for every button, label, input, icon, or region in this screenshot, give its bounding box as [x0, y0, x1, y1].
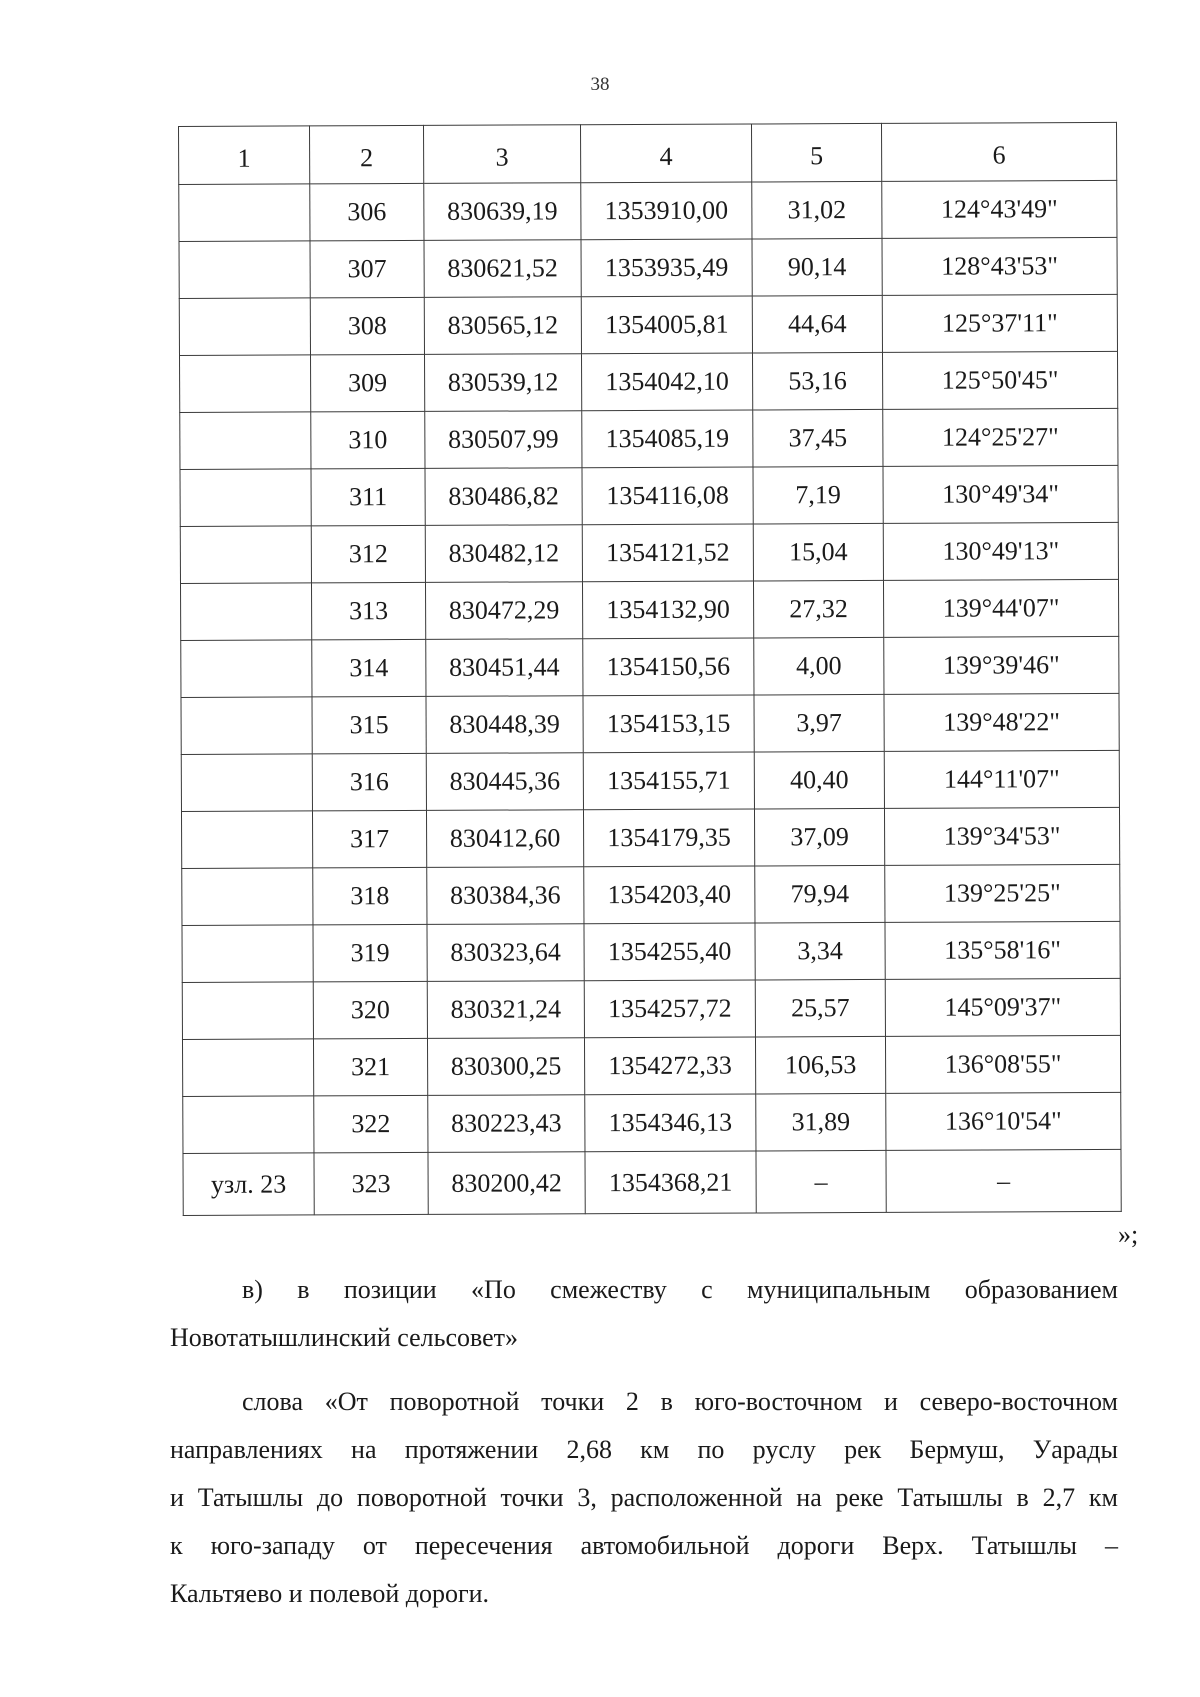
- direction-angle-cell: –: [886, 1149, 1121, 1212]
- x-coordinate-cell: 830472,29: [425, 582, 582, 640]
- zone-cell: [181, 811, 312, 869]
- y-coordinate-cell: 1354272,33: [584, 1037, 755, 1095]
- y-coordinate-cell: 1354116,08: [582, 467, 753, 525]
- x-coordinate-cell: 830639,19: [424, 183, 581, 241]
- table-row: [182, 864, 1120, 925]
- table-row: [179, 294, 1117, 355]
- zone-cell: [181, 754, 312, 812]
- distance-cell: 53,16: [752, 352, 882, 410]
- column-number-header: 3: [423, 125, 580, 184]
- x-coordinate-cell: 830223,43: [428, 1095, 585, 1153]
- direction-angle-cell: 144°11'07": [884, 750, 1119, 808]
- direction-angle-cell: 125°50'45": [882, 351, 1117, 409]
- y-coordinate-cell: 1353935,49: [581, 239, 752, 297]
- table-row: [182, 978, 1120, 1039]
- point-number-cell: 319: [313, 924, 427, 981]
- column-number-header: 2: [310, 125, 424, 183]
- position-heading-paragraph: [170, 1266, 1118, 1362]
- point-number-cell: 323: [314, 1152, 428, 1214]
- table-row: [179, 237, 1117, 298]
- column-number-header: 5: [751, 123, 881, 182]
- distance-cell: 44,64: [752, 295, 882, 353]
- direction-angle-cell: 139°48'22": [884, 693, 1119, 751]
- distance-cell: 15,04: [753, 523, 883, 581]
- zone-cell: [183, 1096, 314, 1154]
- y-coordinate-cell: 1353910,00: [581, 182, 752, 240]
- x-coordinate-cell: 830300,25: [427, 1038, 584, 1096]
- table-row: [180, 351, 1118, 412]
- zone-cell: [182, 925, 313, 983]
- y-coordinate-cell: 1354085,19: [582, 410, 753, 468]
- table-row: [179, 180, 1117, 241]
- table-row: [181, 693, 1119, 754]
- table-row: [181, 750, 1119, 811]
- direction-angle-cell: 135°58'16": [885, 921, 1120, 979]
- direction-angle-cell: 136°10'54": [886, 1092, 1121, 1150]
- text-line: Новотатышлинский сельсовет»: [170, 1323, 519, 1352]
- direction-angle-cell: 128°43'53": [882, 237, 1117, 295]
- distance-cell: 79,94: [755, 865, 885, 923]
- table-row: [183, 1149, 1121, 1215]
- zone-cell: [179, 184, 310, 242]
- direction-angle-cell: 139°44'07": [883, 579, 1118, 637]
- distance-cell: 31,02: [752, 181, 882, 239]
- distance-cell: 4,00: [754, 637, 884, 695]
- x-coordinate-cell: 830321,24: [427, 981, 584, 1039]
- y-coordinate-cell: 1354368,21: [585, 1151, 756, 1214]
- y-coordinate-cell: 1354042,10: [581, 353, 752, 411]
- x-coordinate-cell: 830565,12: [424, 297, 581, 355]
- zone-cell: [182, 1039, 313, 1097]
- x-coordinate-cell: 830412,60: [426, 810, 583, 868]
- y-coordinate-cell: 1354153,15: [583, 695, 754, 753]
- point-number-cell: 316: [312, 753, 426, 810]
- point-number-cell: 320: [313, 981, 427, 1038]
- zone-cell: [180, 583, 311, 641]
- distance-cell: 27,32: [753, 580, 883, 638]
- y-coordinate-cell: 1354255,40: [584, 923, 755, 981]
- point-number-cell: 321: [313, 1038, 427, 1095]
- y-coordinate-cell: 1354257,72: [584, 980, 755, 1038]
- zone-cell: [181, 697, 312, 755]
- y-coordinate-cell: 1354155,71: [583, 752, 754, 810]
- table-row: [182, 1035, 1120, 1096]
- distance-cell: 37,09: [754, 808, 884, 866]
- zone-cell: [179, 241, 310, 299]
- zone-cell: узл. 23: [183, 1153, 314, 1216]
- x-coordinate-cell: 830486,82: [425, 468, 582, 526]
- point-number-cell: 317: [312, 810, 426, 867]
- table-header-row: [179, 122, 1117, 184]
- distance-cell: 25,57: [755, 979, 885, 1037]
- page-number: 38: [590, 74, 610, 95]
- y-coordinate-cell: 1354150,56: [583, 638, 754, 696]
- zone-cell: [182, 868, 313, 926]
- x-coordinate-cell: 830482,12: [425, 525, 582, 583]
- column-number-header: 4: [580, 124, 751, 183]
- point-number-cell: 308: [310, 297, 424, 354]
- text-line: к юго-западу от пересечения автомобильной дороги Верх. Татышлы –: [170, 1531, 1118, 1560]
- point-number-cell: 313: [311, 582, 425, 639]
- point-number-cell: 309: [311, 354, 425, 411]
- distance-cell: 37,45: [753, 409, 883, 467]
- distance-cell: 106,53: [755, 1036, 885, 1094]
- direction-angle-cell: 139°25'25": [885, 864, 1120, 922]
- distance-cell: 7,19: [753, 466, 883, 524]
- point-number-cell: 310: [311, 411, 425, 468]
- x-coordinate-cell: 830200,42: [428, 1152, 585, 1215]
- text-line: и Татышлы до поворотной точки 3, расположенной на реке Татышлы в 2,7 км: [170, 1483, 1118, 1512]
- point-number-cell: 307: [310, 240, 424, 297]
- zone-cell: [180, 412, 311, 470]
- y-coordinate-cell: 1354179,35: [583, 809, 754, 867]
- zone-cell: [180, 355, 311, 413]
- x-coordinate-cell: 830445,36: [426, 753, 583, 811]
- zone-cell: [180, 526, 311, 584]
- table-row: [182, 921, 1120, 982]
- point-number-cell: 311: [311, 468, 425, 525]
- x-coordinate-cell: 830384,36: [427, 867, 584, 925]
- table-row: [180, 465, 1118, 526]
- direction-angle-cell: 125°37'11": [882, 294, 1117, 352]
- direction-angle-cell: 130°49'13": [883, 522, 1118, 580]
- direction-angle-cell: 139°34'53": [884, 807, 1119, 865]
- direction-angle-cell: 136°08'55": [885, 1035, 1120, 1093]
- zone-cell: [179, 298, 310, 356]
- zone-cell: [181, 640, 312, 698]
- table-row: [180, 579, 1118, 640]
- y-coordinate-cell: 1354203,40: [584, 866, 755, 924]
- distance-cell: 3,97: [754, 694, 884, 752]
- words-paragraph: [170, 1378, 1118, 1618]
- y-coordinate-cell: 1354005,81: [581, 296, 752, 354]
- table-row: [180, 522, 1118, 583]
- table-row: [181, 807, 1119, 868]
- point-number-cell: 306: [310, 183, 424, 240]
- direction-angle-cell: 124°43'49": [882, 180, 1117, 238]
- distance-cell: 31,89: [756, 1093, 886, 1151]
- table-row: [181, 636, 1119, 697]
- distance-cell: –: [756, 1150, 886, 1213]
- column-number-header: 6: [881, 122, 1116, 181]
- point-number-cell: 322: [314, 1095, 428, 1152]
- x-coordinate-cell: 830621,52: [424, 240, 581, 298]
- x-coordinate-cell: 830507,99: [425, 411, 582, 469]
- zone-cell: [180, 469, 311, 527]
- distance-cell: 40,40: [754, 751, 884, 809]
- column-number-header: 1: [179, 126, 310, 185]
- text-line: слова «От поворотной точки 2 в юго-восточном и северо-восточном: [242, 1387, 1118, 1416]
- text-line: в) в позиции «По смежеству с муниципальным образованием: [242, 1275, 1118, 1304]
- x-coordinate-cell: 830323,64: [427, 924, 584, 982]
- zone-cell: [182, 982, 313, 1040]
- table-row: [183, 1092, 1121, 1153]
- point-number-cell: 318: [313, 867, 427, 924]
- coordinates-table: [178, 122, 1122, 1216]
- y-coordinate-cell: 1354132,90: [582, 581, 753, 639]
- direction-angle-cell: 139°39'46": [884, 636, 1119, 694]
- direction-angle-cell: 124°25'27": [883, 408, 1118, 466]
- text-line: направлениях на протяжении 2,68 км по руслу рек Бермуш, Уарады: [170, 1435, 1118, 1464]
- text-line: Кальтяево и полевой дороги.: [170, 1579, 490, 1608]
- table-row: [180, 408, 1118, 469]
- point-number-cell: 315: [312, 696, 426, 753]
- x-coordinate-cell: 830539,12: [424, 354, 581, 412]
- y-coordinate-cell: 1354346,13: [585, 1094, 756, 1152]
- point-number-cell: 312: [311, 525, 425, 582]
- closing-quote-mark: »;: [1118, 1220, 1139, 1249]
- direction-angle-cell: 145°09'37": [885, 978, 1120, 1036]
- x-coordinate-cell: 830448,39: [426, 696, 583, 754]
- distance-cell: 3,34: [755, 922, 885, 980]
- direction-angle-cell: 130°49'34": [883, 465, 1118, 523]
- point-number-cell: 314: [312, 639, 426, 696]
- distance-cell: 90,14: [752, 238, 882, 296]
- y-coordinate-cell: 1354121,52: [582, 524, 753, 582]
- x-coordinate-cell: 830451,44: [426, 639, 583, 697]
